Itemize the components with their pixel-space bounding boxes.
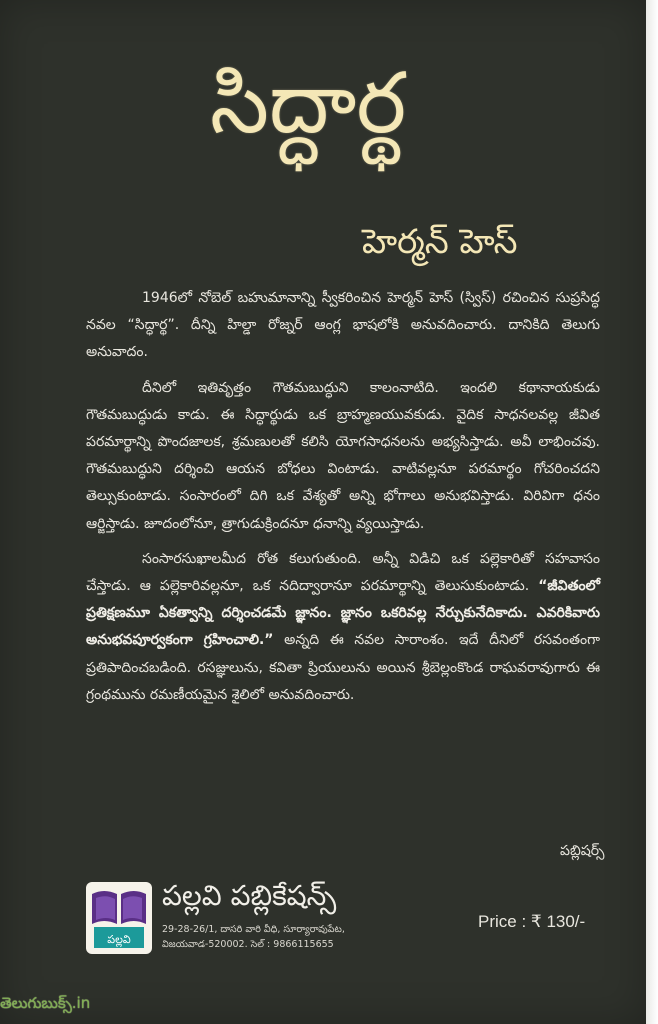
blurb-paragraph-2: దీనిలో ఇతివృత్తం గౌతమబుద్ధుని కాలంనాటిది. ఇందలి కథానాయకుడు గౌతమబుద్ధుడు కాడు. ఈ సిద్ధార్థుడు ఒక బ్రాహ్మణయువకుడు. వైదిక సాధనలవల్ల జీవిత పరమార్థాన్ని పొందజాలక, శ్రమణులతో కలిసి యోగసాధనలను అభ్యసిస్తాడు. అవీ లాభించవు. గౌతమబుద్ధుని దర్శించి ఆయన బోధలు వింటాడు. వాటివల్లనూ పరమార్థం గోచరించదని తెల్సుకుంటాడు. సంసారంలో దిగి ఒక వేశ్యతో అన్ని భోగాలు అనుభవిస్తాడు. విరివిగా ధనం ఆర్జిస్తాడు. జూదంలోనూ, త్రాగుడుక్రిందనూ ధనాన్ని వ్యయిస్తాడు. [86, 379, 600, 532]
author-name: హెర్మన్ హెస్ [362, 222, 518, 262]
book-title: సిద్ధార్థ [210, 54, 407, 152]
address-line-1: 29-28-26/1, దాసరి వారి వీధి, సూర్యారావుపేట, [162, 924, 345, 935]
blurb [86, 285, 600, 717]
blurb-paragraph-3-start: సంసారసుఖాలమీద రోత కలుగుతుంది. అన్నీ విడిచి ఒక పల్లెకారితో సహవాసం చేస్తాడు. ఆ పల్లెకారివల్లనూ, ఒక నదిద్వారానూ పరమార్థాన్ని తెలుసుకుంటాడు. [86, 550, 600, 595]
publisher-name: పల్లవి పబ్లికేషన్స్ [162, 879, 337, 912]
publisher-address [162, 922, 345, 952]
blurb-paragraph-3-end: అన్నది ఈ నవల సారాంశం. ఇదే దీనిలో రసవంతంగా ప్రతిపాదించబడింది. రసజ్ఞులును, కవితా ప్రియులును అయిన శ్రీబెల్లంకొండ రాఘవరావుగారు ఈ గ్రంథమును రమణీయమైన శైలిలో అనువదించారు. [86, 632, 600, 703]
blurb-quote: “జీవితంలో ప్రతిక్షణమూ ఏకత్వాన్ని దర్శించడమే జ్ఞానం. జ్ఞానం ఒకరివల్ల నేర్చుకునేదికాదు. ఎవరికివారు అనుభవపూర్వకంగా గ్రహించాలి.” [86, 578, 600, 649]
price-label: Price : ₹ 130/- [478, 912, 586, 931]
address-line-2: విజయవాడ-520002. సెల్ : 9866115655 [162, 939, 334, 950]
blurb-paragraph-1: 1946లో నోబెల్ బహుమానాన్ని స్వీకరించిన హెర్మన్ హెస్ (స్విస్) రచించిన సుప్రసిద్ధ నవల “సిద్ధార్థ”. దీన్ని హిల్డా రోజ్నర్ ఆంగ్ల భాషలోకి అనువదించారు. దానికిది తెలుగు అనువాదం. [86, 290, 600, 361]
publisher-logo [84, 880, 154, 956]
book-logo-icon [84, 880, 154, 956]
website-watermark: తెలుగుబుక్స్.in [0, 994, 91, 1012]
publishers-signature: పబ్లిషర్స్ [560, 843, 605, 859]
logo-text: పల్లవి [107, 933, 131, 946]
page-edge [646, 0, 658, 1024]
blurb-paragraph-3 [86, 546, 600, 709]
